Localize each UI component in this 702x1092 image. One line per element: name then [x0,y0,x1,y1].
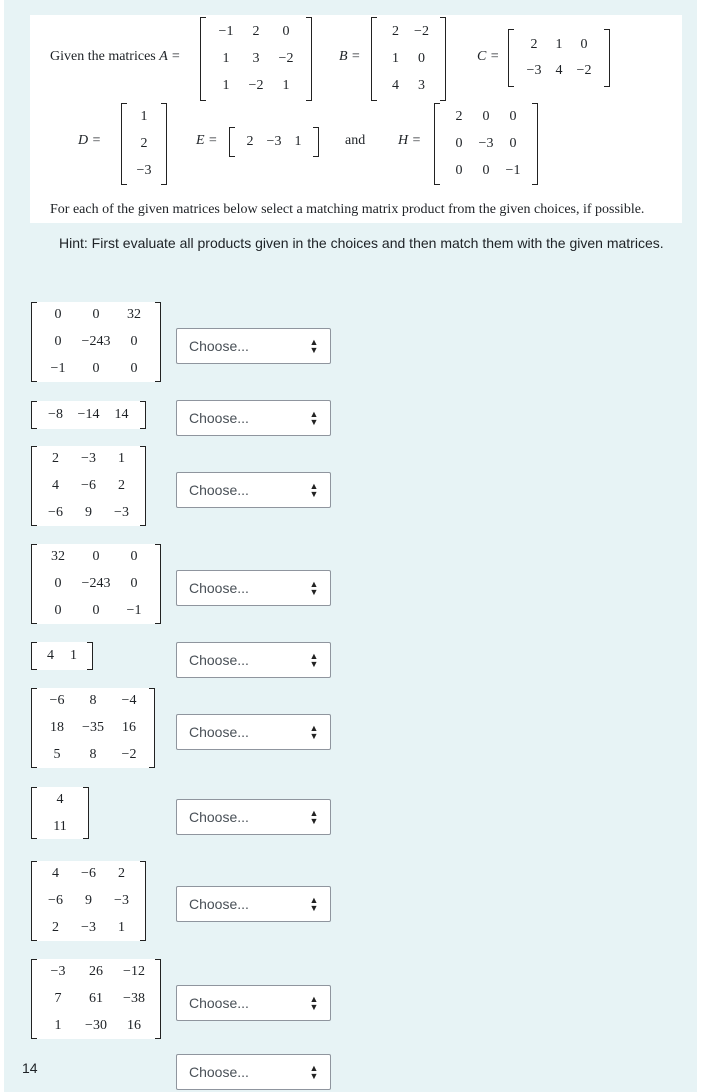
matrix-entry: 32 [127,307,141,322]
matrix-entry: −2 [248,78,264,93]
select-value: Choose... [189,1064,249,1080]
select-value: Choose... [189,896,249,912]
bracket-left [31,642,37,670]
label-B: B = [339,49,361,64]
matrix-entry: 3 [418,78,425,93]
matrix-entry: 0 [54,576,62,591]
matrix-entry: 0 [509,136,517,151]
updown-arrow-icon: ▲ ▼ [309,994,319,1012]
updown-arrow-icon: ▲ ▼ [309,723,319,741]
matrix-entry: 0 [418,51,425,66]
matrix-entry: 1 [392,51,399,66]
matrix-entry: −12 [123,964,145,979]
matrix-entry: 0 [482,109,490,124]
answer-select[interactable] [176,714,331,750]
select-value: Choose... [189,580,249,596]
bracket-right [140,446,146,526]
answer-select[interactable] [176,328,331,364]
bracket-left [200,17,206,101]
matrix-entry: −6 [81,866,96,881]
matrix-D [121,103,167,185]
bracket-right [155,302,161,382]
bracket-left [31,861,37,941]
matrix-entries [518,32,600,84]
matrix-entry: 4 [392,78,399,93]
matrix-entry: 16 [122,720,136,735]
matrix-entry: 0 [92,603,100,618]
matrix-C [508,29,610,87]
updown-arrow-icon: ▲ ▼ [309,651,319,669]
matrix-entry: 2 [52,920,59,935]
select-value: Choose... [189,724,249,740]
item-matrix [31,544,161,624]
matrix-entry: 0 [130,549,138,564]
bracket-right [313,127,319,157]
label-C: C = [477,49,500,64]
matrix-entry: 2 [455,109,463,124]
matrix-entry: −243 [81,576,111,591]
matrix-entry: 4 [47,648,54,663]
matrix-entries [39,861,138,942]
bracket-left [31,544,37,624]
matrix-entries [39,544,153,625]
bracket-left [31,302,37,382]
bracket-right [532,103,538,185]
matrix-entry: −2 [121,747,137,762]
hint-text: Hint: First evaluate all products given in the choices and then match them with the given matrices. [59,235,664,251]
matrix-entry: 0 [54,603,62,618]
matrix-entries [39,643,85,670]
updown-arrow-icon: ▲ ▼ [309,579,319,597]
matrix-E [229,127,319,157]
matrix-entry: −3 [81,451,96,466]
matrix-B [371,17,446,101]
matrix-entry: 4 [555,63,563,78]
label-H: H = [398,133,422,148]
answer-select[interactable] [176,472,331,508]
matrix-entries [39,786,81,840]
updown-arrow-icon: ▲ ▼ [309,808,319,826]
bracket-left [31,446,37,526]
label-and: and [345,133,366,148]
matrix-entry: 2 [118,478,125,493]
matrix-entries [442,104,530,185]
matrix-entry: 1 [282,78,290,93]
matrix-entries [208,19,304,100]
bracket-right [87,642,93,670]
bracket-left [31,787,37,839]
matrix-entry: −35 [82,720,104,735]
matrix-entry: 1 [294,134,302,149]
item-matrix [31,302,161,382]
matrix-entries [39,402,138,429]
matrix-entry: 0 [92,549,100,564]
matrix-entry: 2 [246,134,254,149]
select-value: Choose... [189,809,249,825]
matrix-entry: 1 [118,920,125,935]
matrix-entry: 0 [509,109,517,124]
answer-select[interactable] [176,570,331,606]
matrix-entry: 2 [530,37,538,52]
matrix-entry: −1 [218,24,234,39]
matrix-entry: 14 [114,407,129,422]
label-D: D = [78,133,102,148]
bracket-left [434,103,440,185]
matrix-entry: 61 [89,991,103,1006]
matrix-entry: 0 [130,334,138,349]
matrix-entry: 1 [222,78,230,93]
matrix-entry: 8 [89,693,97,708]
matrix-entry: −2 [278,51,294,66]
matrix-entry: −3 [114,505,129,520]
select-value: Choose... [189,338,249,354]
bracket-right [140,401,146,429]
matrix-entry: 1 [222,51,230,66]
matrix-entry: 2 [118,866,125,881]
matrix-entry: −1 [50,361,66,376]
matrix-entry: −6 [48,505,63,520]
matrix-entry: −3 [526,63,542,78]
matrix-entry: 3 [252,51,260,66]
given-intro: Given the matrices A = [50,49,181,64]
matrix-entry: 1 [118,451,125,466]
matrix-entry: 1 [140,109,148,124]
matrix-entry: 0 [130,361,138,376]
bracket-left [508,29,514,87]
updown-arrow-icon: ▲ ▼ [309,1063,319,1081]
matrix-entry: −3 [81,920,96,935]
matrix-entry: −30 [85,1018,107,1033]
matrix-entry: −2 [576,63,592,78]
matrix-entry: 8 [89,747,97,762]
updown-arrow-icon: ▲ ▼ [309,481,319,499]
matrix-entry: 2 [252,24,260,39]
instruction-text: For each of the given matrices below select a matching matrix product from the given choices, if possible. [50,202,645,217]
updown-arrow-icon: ▲ ▼ [309,337,319,355]
matrix-entry: 2 [52,451,59,466]
matrix-entry: 1 [54,1018,62,1033]
matrix-entry: 1 [555,37,563,52]
bracket-right [306,17,312,101]
matrix-entry: −6 [81,478,96,493]
matrix-entries [39,959,153,1040]
matrix-entry: −3 [478,136,494,151]
matrix-entry: 4 [52,866,59,881]
item-matrix [31,959,161,1039]
bracket-right [140,861,146,941]
bracket-right [155,959,161,1039]
bracket-left [31,401,37,429]
answer-select[interactable] [176,400,331,436]
matrix-entry: −1 [126,603,142,618]
select-value: Choose... [189,482,249,498]
answer-select[interactable] [176,985,331,1021]
matrix-entry: 0 [580,37,588,52]
matrix-entry: 26 [89,964,103,979]
item-matrix [31,688,155,768]
item-matrix [31,787,89,839]
matrix-entry: 1 [70,648,77,663]
matrix-entry: 0 [92,361,100,376]
item-matrix [31,401,146,429]
matrix-entry: 4 [56,791,64,807]
matrix-entry: −6 [48,893,63,908]
matrix-entries [127,104,161,185]
bracket-left [229,127,235,157]
matrix-entry: −4 [121,693,137,708]
matrix-entry: 18 [50,720,64,735]
bracket-right [604,29,610,87]
bracket-right [161,103,167,185]
matrix-entries [39,688,147,769]
matrix-entry: −14 [77,407,100,422]
label-E: E = [196,133,218,148]
bracket-right [149,688,155,768]
matrix-A [200,17,312,101]
item-matrix [31,642,93,670]
matrix-entry: 2 [140,136,148,151]
bracket-left [31,959,37,1039]
item-matrix [31,446,146,526]
matrix-entry: −6 [49,693,65,708]
select-value: Choose... [189,410,249,426]
updown-arrow-icon: ▲ ▼ [309,895,319,913]
matrix-entry: −3 [136,163,152,178]
question-number: 14 [22,1060,38,1076]
matrix-entry: 0 [455,163,463,178]
matrix-entry: 4 [52,478,59,493]
matrix-entry: −1 [505,163,521,178]
select-value: Choose... [189,995,249,1011]
item-matrix [31,861,146,941]
matrix-entry: 0 [92,307,100,322]
select-value: Choose... [189,652,249,668]
matrix-entry: −3 [114,893,129,908]
matrix-entries [377,19,440,100]
matrix-entry: 0 [54,307,62,322]
matrix-entry: −243 [81,334,111,349]
matrix-entry: −2 [414,24,429,39]
matrix-entry: 11 [53,818,67,834]
matrix-entry: 9 [85,893,92,908]
bracket-right [440,17,446,101]
answer-select[interactable] [176,799,331,835]
matrix-entry: 16 [127,1018,141,1033]
bracket-left [31,688,37,768]
matrix-entry: 0 [54,334,62,349]
matrix-entry: 9 [85,505,92,520]
matrix-entry: 0 [455,136,463,151]
matrix-entry: 0 [130,576,138,591]
matrix-entry: −3 [266,134,282,149]
matrix-entry: 7 [54,991,62,1006]
matrix-entry: 5 [53,747,61,762]
matrix-entries [39,446,138,527]
answer-select[interactable] [176,1054,331,1090]
updown-arrow-icon: ▲ ▼ [309,409,319,427]
given-matrices-box [30,15,682,223]
bracket-right [155,544,161,624]
matrix-entry: −8 [48,407,63,422]
matrix-entry: 32 [51,549,65,564]
answer-select[interactable] [176,886,331,922]
matrix-entry: −38 [123,991,145,1006]
matrix-entry: 0 [482,163,490,178]
matrix-entry: 0 [282,24,290,39]
bracket-right [83,787,89,839]
matrix-entry: 2 [392,24,399,39]
matrix-H [434,103,538,185]
matrix-entries [39,302,153,383]
answer-select[interactable] [176,642,331,678]
matrix-entries [237,129,311,155]
matrix-entry: −3 [50,964,66,979]
